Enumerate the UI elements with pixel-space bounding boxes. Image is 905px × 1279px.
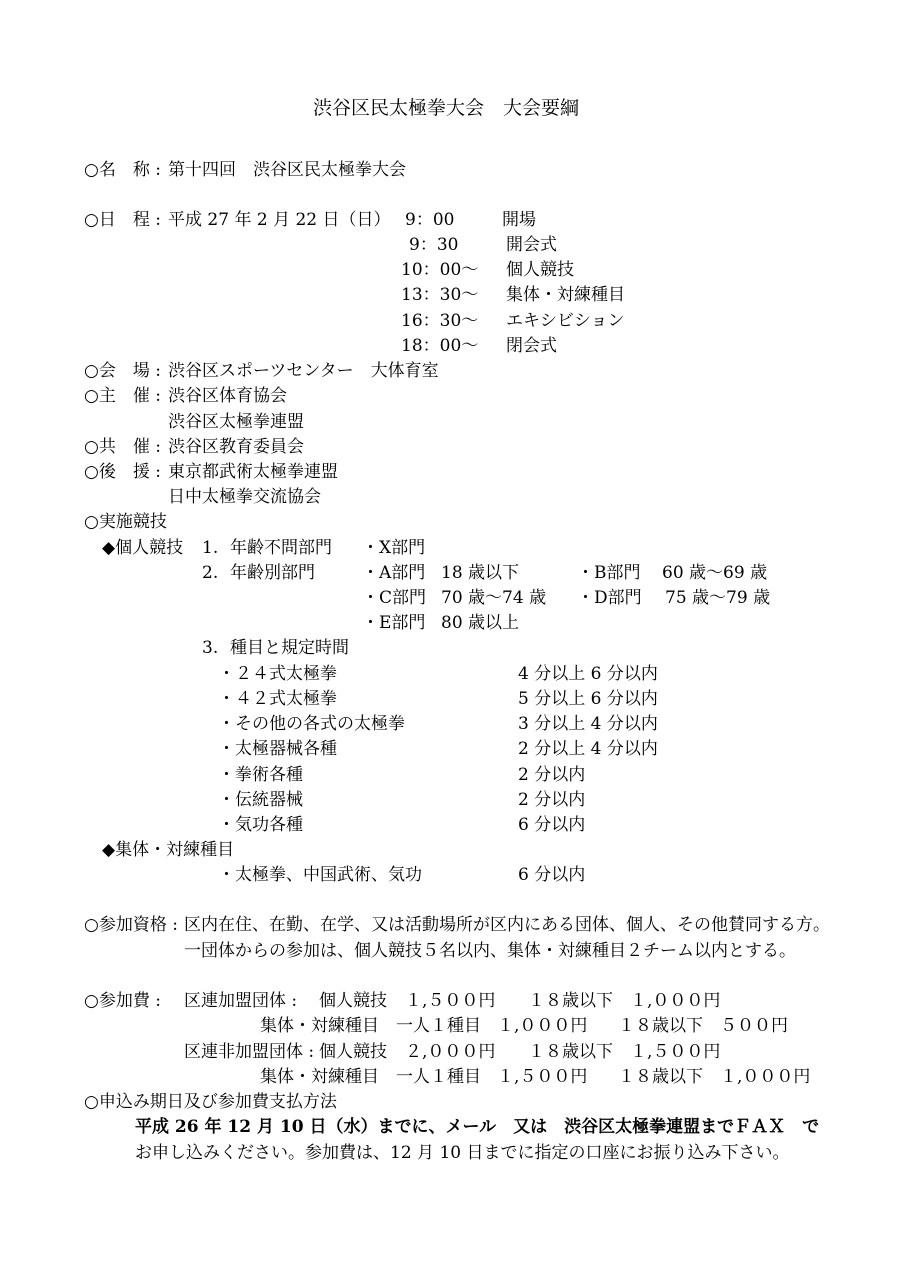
organizer-value: 渋谷区太極拳連盟 (168, 412, 304, 432)
fee-group: 区連非加盟団体 : (184, 1042, 315, 1062)
page-title: 渋谷区民太極拳大会 大会要綱 (313, 97, 580, 119)
division-range: 75 歳～79 歳 (665, 588, 771, 608)
fees-label: ○参加費 : (84, 991, 161, 1011)
event-time: 2 分以内 (518, 790, 586, 810)
schedule-event: エキシビション (506, 311, 625, 331)
event-time: 3 分以上 4 分以内 (518, 714, 658, 734)
event-name: ・４２式太極拳 (218, 689, 337, 709)
eligibility-label: ○参加資格 : (84, 915, 178, 935)
individual-label: ◆個人競技 (102, 538, 184, 558)
event-name: ・伝統器械 (218, 790, 303, 810)
co-organizer-value: 渋谷区教育委員会 (168, 437, 304, 457)
event-time: 2 分以上 4 分以内 (518, 739, 658, 759)
fee-amount: １,０００円 (497, 1016, 588, 1036)
schedule-time: 13：30～ (401, 285, 479, 305)
support-label: ○後 援 : (84, 462, 161, 482)
eligibility-line: 一団体からの参加は、個人競技５名以内、集体・対練種目２チーム以内とする。 (184, 941, 796, 961)
event-name: ・２４式太極拳 (218, 664, 337, 684)
application-method: までに、メール 又は 渋谷区太極拳連盟までＦＡＸ で (377, 1117, 820, 1137)
application-label: ○申込み期日及び参加費支払方法 (84, 1092, 337, 1112)
division-name: ・D部門 (577, 588, 642, 608)
fee-amount: １,５００円 (405, 991, 496, 1011)
venue-label: ○会 場 : (84, 361, 161, 381)
division-name: ・B部門 (577, 563, 641, 583)
fee-type: 集体・対練種目 一人１種目 (260, 1067, 481, 1087)
schedule-event: 集体・対練種目 (506, 285, 625, 305)
schedule-time: 16：30～ (401, 311, 479, 331)
fee-type: 個人競技 (319, 991, 387, 1011)
name-label: ○名 称 : (84, 160, 161, 180)
application-payment: お申し込みください。参加費は、12 月 10 日までに指定の口座にお振り込み下さい。 (135, 1143, 790, 1163)
division-range: 80 歳以上 (441, 613, 520, 633)
event-name: ・太極器械各種 (218, 739, 337, 759)
name-value: 第十四回 渋谷区民太極拳大会 (168, 160, 406, 180)
fee-amount: １,５００円 (497, 1067, 588, 1087)
event-time: 4 分以上 6 分以内 (518, 664, 658, 684)
venue-value: 渋谷区スポーツセンター 大体育室 (168, 361, 439, 381)
support-value: 日中太極拳交流協会 (168, 487, 321, 507)
schedule-time: 18：00～ (401, 336, 479, 356)
fee-youth: １８歳以下 １,０００円 (618, 1067, 811, 1087)
co-organizer-label: ○共 催 : (84, 437, 161, 457)
eligibility-line: 区内在住、在勤、在学、又は活動場所が区内にある団体、個人、その他賛同する方。 (184, 915, 830, 935)
category-name: 年齢別部門 (230, 563, 315, 583)
division-name: ・E部門 (362, 613, 426, 633)
event-time: 6 分以内 (518, 865, 586, 885)
category-name: 年齢不問部門 (230, 538, 332, 558)
category-name: 種目と規定時間 (230, 638, 349, 658)
schedule-date: 平成 27 年 2 月 22 日（日） (168, 210, 391, 230)
schedule-event: 開場 (502, 210, 536, 230)
event-name: ・その他の各式の太極拳 (218, 714, 405, 734)
division-name: ・C部門 (362, 588, 427, 608)
organizer-label: ○主 催 : (84, 386, 161, 406)
fee-type: 集体・対練種目 一人１種目 (260, 1016, 481, 1036)
schedule-label: ○日 程 : (84, 210, 161, 230)
event-name: ・気功各種 (218, 815, 303, 835)
division-range: 70 歳～74 歳 (441, 588, 547, 608)
event-time: 2 分以内 (518, 765, 586, 785)
fee-youth: １８歳以下 １,０００円 (528, 991, 721, 1011)
schedule-event: 個人競技 (506, 260, 574, 280)
schedule-time: 9：30 (409, 235, 459, 255)
organizer-value: 渋谷区体育協会 (168, 386, 287, 406)
category-number: 3. (202, 638, 219, 658)
event-name: ・太極拳、中国武術、気功 (218, 865, 422, 885)
fee-amount: ２,０００円 (405, 1042, 496, 1062)
application-line (135, 1119, 819, 1136)
division-name: ・X部門 (362, 538, 426, 558)
group-label: ◆集体・対練種目 (102, 840, 235, 860)
schedule-time: 9：00 (405, 210, 455, 230)
event-name: ・拳術各種 (218, 765, 303, 785)
fee-group: 区連加盟団体 : (184, 991, 298, 1011)
fee-type: 個人競技 (319, 1042, 387, 1062)
fee-youth: １８歳以下 １,５００円 (528, 1042, 721, 1062)
division-name: ・A部門 (362, 563, 426, 583)
schedule-time: 10：00～ (401, 260, 479, 280)
event-time: 6 分以内 (518, 815, 586, 835)
category-number: 2. (202, 563, 219, 583)
event-time: 5 分以上 6 分以内 (518, 689, 658, 709)
application-deadline: 平成 26 年 12 月 10 日（水） (135, 1117, 378, 1137)
category-number: 1. (202, 538, 219, 558)
events-label: ○実施競技 (84, 512, 167, 532)
schedule-event: 閉会式 (506, 336, 557, 356)
division-range: 18 歳以下 (441, 563, 520, 583)
support-value: 東京都武術太極拳連盟 (168, 462, 338, 482)
fee-youth: １８歳以下 ５００円 (618, 1016, 788, 1036)
schedule-event: 開会式 (506, 235, 557, 255)
division-range: 60 歳～69 歳 (662, 563, 768, 583)
